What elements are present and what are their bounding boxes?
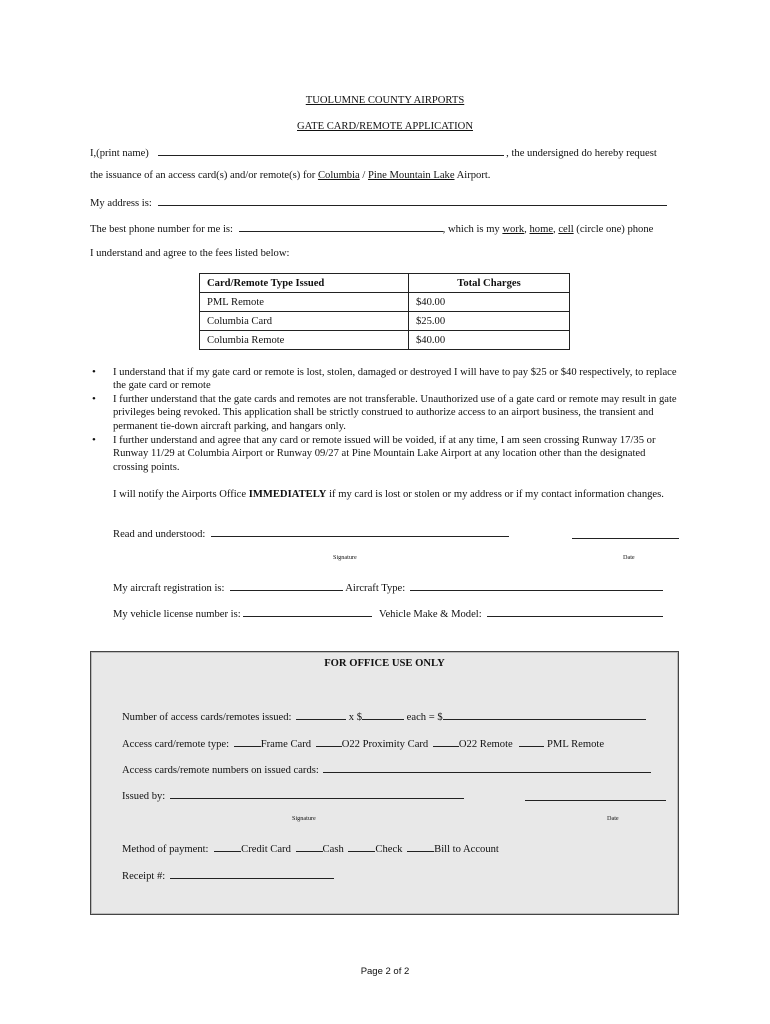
airport-columbia-option[interactable]: Columbia [317,170,360,181]
o22-remote-option: O22 Remote [458,739,513,750]
issuance-prefix: the issuance of an access card(s) and/or remote(s) for [90,170,316,181]
fee-amount-cell: $40.00 [409,293,570,312]
read-understood-label: Read and understood: [113,529,206,540]
pay-credit-option: Credit Card [241,844,291,855]
unit-price-field[interactable] [362,710,404,720]
aircraft-type-field[interactable] [410,581,663,591]
address-row [90,196,667,209]
bullet-lost-card: I understand that if my gate card or remote is lost, stolen, damaged or destroyed I will have to pay $25 or $40 respectively, to replace the gate card or remote [113,367,677,392]
vehicle-row [113,607,663,620]
fees-header-charges: Total Charges [409,274,570,293]
phone-comma-2: , [553,224,556,235]
fee-type-cell: PML Remote [200,293,409,312]
address-field[interactable] [158,196,667,206]
receipt-label: Receipt #: [122,871,166,882]
phone-comma: , [524,224,527,235]
form-title: TUOLUMNE COUNTY AIRPORTS [305,95,465,106]
print-name-row [90,146,657,159]
table-row [200,331,570,350]
office-issued-by-row [122,789,464,802]
phone-mid: , which is my [442,224,500,235]
pay-cash-option: Cash [322,844,344,855]
office-type-row [122,737,604,750]
fee-amount-cell: $25.00 [409,312,570,331]
bullet-marker: • [92,393,96,405]
vehicle-make-label: Vehicle Make & Model: [379,609,482,620]
o22-prox-check[interactable] [316,737,342,747]
pay-credit-check[interactable] [214,842,241,852]
bullet-not-transferable: I further understand that the gate cards and remotes are not transferable. Unauthorized use of a gate card or remote may result in gate privileges being revoked. This application shall be strictly construed to authorize access to an airport business, the transient and permanent tie-down aircraft parking, and hangars only. [113,394,677,432]
issuance-suffix: Airport. [456,170,491,181]
pay-check-option: Check [375,844,403,855]
applicant-signature-field[interactable] [211,527,509,537]
total-amount-field[interactable] [443,710,646,720]
notify-paragraph [113,488,683,501]
read-understood-row [113,527,509,540]
fees-header-type: Card/Remote Type Issued [200,274,409,293]
pml-remote-check[interactable] [519,737,544,747]
airport-separator: / [362,170,366,181]
print-name-label: I,(print name) [90,148,149,159]
pay-bill-check[interactable] [407,842,434,852]
receipt-field[interactable] [170,869,334,879]
notify-prefix: I will notify the Airports Office [113,489,247,500]
bullet-marker: • [92,434,96,446]
office-payment-row [122,842,499,855]
table-row [200,312,570,331]
office-num-cards-row [122,710,646,723]
phone-label: The best phone number for me is: [90,224,233,235]
o22-remote-check[interactable] [433,737,459,747]
times-label: x $ [348,712,363,723]
issued-by-signature-field[interactable] [170,789,464,799]
vehicle-license-label: My vehicle license number is: [113,609,241,620]
page-number: Page 2 of 2 [360,966,410,977]
print-name-suffix: , the undersigned do hereby request [506,148,657,159]
phone-row [90,222,653,235]
phone-home-option[interactable]: home [529,224,554,235]
office-signature-caption: Signature [292,815,316,822]
address-label: My address is: [90,198,152,209]
each-label: each = $ [406,712,443,723]
payment-label: Method of payment: [122,844,209,855]
phone-work-option[interactable]: work [502,224,525,235]
card-numbers-field[interactable] [323,763,651,773]
office-use-box [90,651,679,915]
issued-by-label: Issued by: [122,791,166,802]
issued-by-date-field[interactable] [525,791,666,801]
fee-type-cell: Columbia Remote [200,331,409,350]
date-caption: Date [623,554,635,561]
applicant-date-field[interactable] [572,529,679,539]
pay-check-check[interactable] [348,842,375,852]
aircraft-registration-field[interactable] [230,581,343,591]
bullet-runway-crossing: I further understand and agree that any card or remote issued will be voided, if at any time, I am seen crossing Runway 17/35 or Runway 11/29 at Columbia Airport or Runway 09/27 at Pine Mountain Lake Airport at any location other than the designated crossing points. [113,435,656,473]
pml-remote-option: PML Remote [547,739,605,750]
phone-field[interactable] [239,222,443,232]
card-numbers-label: Access cards/remote numbers on issued cards: [122,765,319,776]
office-date-caption: Date [607,815,619,822]
print-name-field[interactable] [158,146,504,156]
vehicle-make-field[interactable] [487,607,663,617]
fees-intro: I understand and agree to the fees listed below: [90,248,290,259]
airport-pml-option[interactable]: Pine Mountain Lake [368,170,455,181]
num-cards-label: Number of access cards/remotes issued: [122,712,292,723]
office-use-title: FOR OFFICE USE ONLY [324,658,445,669]
issuance-row [90,170,490,181]
phone-cell-option[interactable]: cell [558,224,574,235]
fees-table-header [200,274,570,293]
frame-card-check[interactable] [234,737,261,747]
bullet-marker: • [92,366,96,378]
vehicle-license-field[interactable] [243,607,372,617]
signature-caption: Signature [333,554,357,561]
office-numbers-row [122,763,651,776]
card-type-label: Access card/remote type: [122,739,230,750]
notify-emphasis: IMMEDIATELY [248,489,327,500]
fee-amount-cell: $40.00 [409,331,570,350]
pay-cash-check[interactable] [296,842,323,852]
table-row [200,293,570,312]
phone-suffix: (circle one) phone [576,224,654,235]
aircraft-row [113,581,663,594]
fee-type-cell: Columbia Card [200,312,409,331]
notify-suffix: if my card is lost or stolen or my address or if my contact information changes. [329,489,664,500]
aircraft-type-label: Aircraft Type: [345,583,406,594]
fees-table [199,273,570,350]
office-receipt-row [122,869,334,882]
pay-bill-option: Bill to Account [434,844,499,855]
aircraft-registration-label: My aircraft registration is: [113,583,225,594]
form-subtitle: GATE CARD/REMOTE APPLICATION [297,121,473,132]
num-cards-field[interactable] [296,710,346,720]
o22-prox-option: O22 Proximity Card [341,739,429,750]
frame-card-option: Frame Card [260,739,312,750]
